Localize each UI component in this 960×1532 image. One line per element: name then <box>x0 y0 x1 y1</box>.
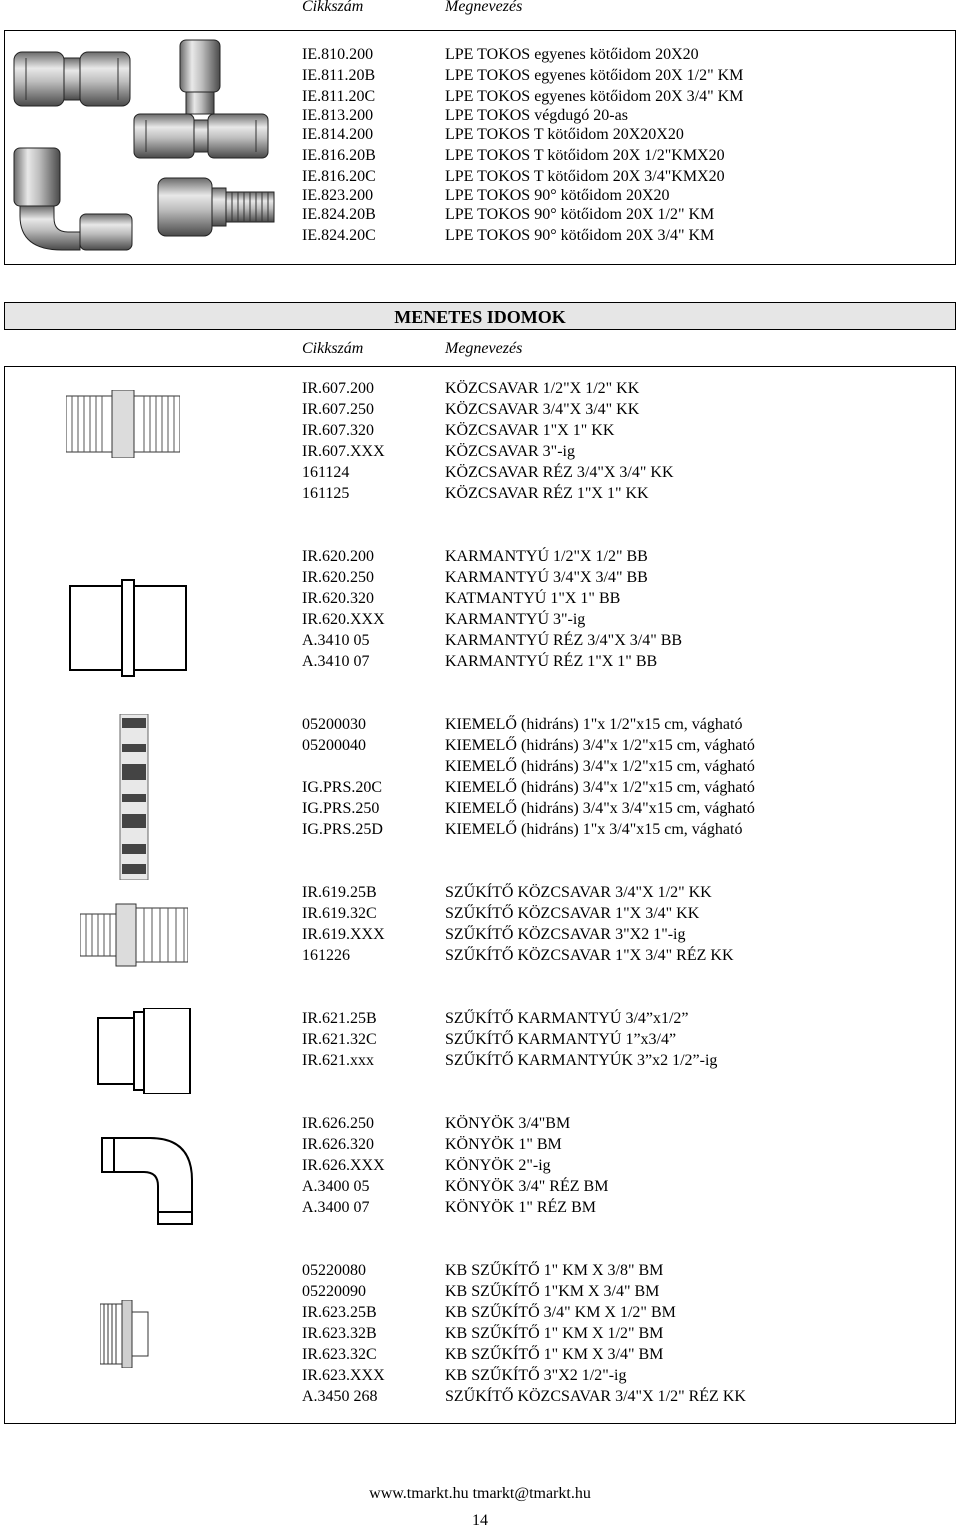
list-item <box>302 735 755 756</box>
item-name: LPE TOKOS 90° kötőidom 20X 3/4" KM <box>445 227 715 244</box>
group-sockets <box>302 546 682 672</box>
item-code: IR.619.32C <box>302 905 377 922</box>
item-code: IR.626.320 <box>302 1136 374 1153</box>
item-code: IR.621.32C <box>302 1031 377 1048</box>
lpe-fittings-illustration <box>12 36 282 252</box>
riser-illustration <box>98 714 170 880</box>
male-adapter-icon <box>158 178 274 236</box>
list-item <box>302 1050 717 1071</box>
list-item <box>302 1365 746 1386</box>
item-code: IR.619.XXX <box>302 926 385 943</box>
item-code: A.3410 05 <box>302 632 370 649</box>
item-name: KÖZCSAVAR 1/2"X 1/2" KK <box>445 380 640 397</box>
item-name: KÖZCSAVAR 3"-ig <box>445 443 575 460</box>
list-item <box>302 777 755 798</box>
list-item <box>302 483 674 504</box>
straight-coupling-icon <box>14 52 130 106</box>
item-code: IR.626.250 <box>302 1115 374 1132</box>
item-name: LPE TOKOS 90° kötőidom 20X 1/2" KM <box>445 206 715 223</box>
item-code: IG.PRS.20C <box>302 779 383 796</box>
socket-illustration <box>66 578 190 678</box>
list-item <box>302 105 743 124</box>
hex-nipple-illustration <box>66 390 180 458</box>
list-item <box>302 420 674 441</box>
reducing-bush-illustration <box>100 1300 150 1368</box>
item-name: KARMANTYÚ 3"-ig <box>445 611 586 628</box>
page-number: 14 <box>472 1512 488 1529</box>
list-item <box>302 399 674 420</box>
list-item <box>302 1134 608 1155</box>
item-code: IR.626.XXX <box>302 1157 385 1174</box>
list-item <box>302 1155 608 1176</box>
item-name: KIEMELŐ (hidráns) 1"x 3/4"x15 cm, vágható <box>445 821 743 838</box>
item-name: LPE TOKOS T kötőidom 20X 1/2"KMX20 <box>445 147 725 164</box>
list-item <box>302 819 755 840</box>
group-hex-nipples <box>302 378 674 504</box>
list-item <box>302 145 743 166</box>
list-item <box>302 1386 746 1407</box>
list-item <box>302 924 734 945</box>
list-item <box>302 945 734 966</box>
list-item <box>302 204 743 225</box>
reducing-nipple-illustration <box>80 900 188 970</box>
item-name: KB SZŰKÍTŐ 3"X2 1/2"-ig <box>445 1367 627 1384</box>
item-code: IR.621.25B <box>302 1010 377 1027</box>
group-risers <box>302 714 755 840</box>
item-code: IE.824.20C <box>302 227 376 244</box>
item-name: LPE TOKOS egyenes kötőidom 20X 3/4" KM <box>445 88 744 105</box>
item-code: 05200030 <box>302 716 366 733</box>
list-item <box>302 86 743 105</box>
item-code: IE.813.200 <box>302 107 374 124</box>
list-item <box>302 378 674 399</box>
item-name: KIEMELŐ (hidráns) 3/4"x 3/4"x15 cm, vágható <box>445 800 755 817</box>
item-name: KÖNYÖK 3/4"BM <box>445 1115 571 1132</box>
item-code: A.3450 268 <box>302 1388 378 1405</box>
column-header-name: Megnevezés <box>445 0 523 15</box>
item-code: IE.823.200 <box>302 187 374 204</box>
list-item <box>302 756 755 777</box>
item-name: KARMANTYÚ 1/2"X 1/2" BB <box>445 548 648 565</box>
group-reducing-sockets <box>302 1008 717 1071</box>
item-code: IR.623.XXX <box>302 1367 385 1384</box>
list-item <box>302 651 682 672</box>
item-name: KÖNYÖK 2"-ig <box>445 1157 551 1174</box>
list-item <box>302 124 743 145</box>
section-title: MENETES IDOMOK <box>4 302 956 330</box>
list-item <box>302 1008 717 1029</box>
item-code: 05220080 <box>302 1262 366 1279</box>
list-item <box>302 798 755 819</box>
item-name: KIEMELŐ (hidráns) 1"x 1/2"x15 cm, vágható <box>445 716 743 733</box>
item-name: KB SZŰKÍTŐ 1" KM X 3/8" BM <box>445 1262 664 1279</box>
item-code: 161226 <box>302 947 350 964</box>
item-name: KB SZŰKÍTŐ 1" KM X 3/4" BM <box>445 1346 664 1363</box>
item-name: KÖNYÖK 1" BM <box>445 1136 562 1153</box>
item-name: LPE TOKOS végdugó 20-as <box>445 107 628 124</box>
item-code: IE.811.20B <box>302 67 376 84</box>
section2-header-name: Megnevezés <box>445 340 523 357</box>
list-item <box>302 714 755 735</box>
item-name: KIEMELŐ (hidráns) 3/4"x 1/2"x15 cm, vágható <box>445 737 755 754</box>
list-item <box>302 903 734 924</box>
item-name: KÖZCSAVAR RÉZ 1"X 1" KK <box>445 485 649 502</box>
item-code: IG.PRS.25D <box>302 821 383 838</box>
list-item <box>302 441 674 462</box>
item-name: KÖZCSAVAR 3/4"X 3/4" KK <box>445 401 640 418</box>
item-code: IR.620.250 <box>302 569 374 586</box>
item-name: LPE TOKOS egyenes kötőidom 20X20 <box>445 46 699 63</box>
list-item <box>302 882 734 903</box>
item-code: IR.620.320 <box>302 590 374 607</box>
group-reducing-nipples <box>302 882 734 966</box>
item-code: 161125 <box>302 485 350 502</box>
item-code: IE.824.20B <box>302 206 376 223</box>
item-name: SZŰKÍTŐ KARMANTYÚ 3/4”x1/2” <box>445 1010 689 1027</box>
column-header-code: Cikkszám <box>302 0 364 15</box>
list-item <box>302 630 682 651</box>
reducing-socket-illustration <box>96 1008 192 1094</box>
item-code: IR.623.25B <box>302 1304 377 1321</box>
item-name: KB SZŰKÍTŐ 1"KM X 3/4" BM <box>445 1283 660 1300</box>
list-item <box>302 1029 717 1050</box>
item-name: SZŰKÍTŐ KÖZCSAVAR 1"X 3/4" RÉZ KK <box>445 947 734 964</box>
item-name: SZŰKÍTŐ KÖZCSAVAR 3/4"X 1/2" RÉZ KK <box>445 1388 746 1405</box>
item-code: IR.607.XXX <box>302 443 385 460</box>
item-name: LPE TOKOS T kötőidom 20X 3/4"KMX20 <box>445 168 725 185</box>
item-name: SZŰKÍTŐ KARMANTYÚ 1”x3/4” <box>445 1031 677 1048</box>
footer-contact: www.tmarkt.hu tmarkt@tmarkt.hu <box>369 1485 591 1502</box>
list-item <box>302 166 743 185</box>
item-code: IR.623.32C <box>302 1346 377 1363</box>
item-name: KÖNYÖK 3/4" RÉZ BM <box>445 1178 609 1195</box>
item-name: KARMANTYÚ RÉZ 1"X 1" BB <box>445 653 658 670</box>
item-code: IG.PRS.250 <box>302 800 380 817</box>
item-code: IR.623.32B <box>302 1325 377 1342</box>
item-name: LPE TOKOS 90° kötőidom 20X20 <box>445 187 670 204</box>
item-code: IR.619.25B <box>302 884 377 901</box>
list-item <box>302 1281 746 1302</box>
list-item <box>302 185 743 204</box>
item-code: IR.607.320 <box>302 422 374 439</box>
item-code: A.3410 07 <box>302 653 370 670</box>
item-name: KB SZŰKÍTŐ 3/4" KM X 1/2" BM <box>445 1304 676 1321</box>
list-item <box>302 567 682 588</box>
item-code: IE.814.200 <box>302 126 374 143</box>
item-name: KARMANTYÚ 3/4"X 3/4" BB <box>445 569 648 586</box>
list-item <box>302 462 674 483</box>
item-code: IE.816.20C <box>302 168 376 185</box>
item-name: LPE TOKOS T kötőidom 20X20X20 <box>445 126 684 143</box>
item-name: LPE TOKOS egyenes kötőidom 20X 1/2" KM <box>445 67 744 84</box>
item-code: IR.607.200 <box>302 380 374 397</box>
elbow-illustration <box>100 1136 194 1226</box>
lpe-fittings-list <box>302 44 743 246</box>
section2-header-code: Cikkszám <box>302 340 364 357</box>
list-item <box>302 1344 746 1365</box>
item-name: KARMANTYÚ RÉZ 3/4"X 3/4" BB <box>445 632 683 649</box>
list-item <box>302 1302 746 1323</box>
item-code: IE.811.20C <box>302 88 376 105</box>
item-code: 05200040 <box>302 737 366 754</box>
item-name: SZŰKÍTŐ KARMANTYÚK 3”x2 1/2”-ig <box>445 1052 718 1069</box>
item-code: A.3400 07 <box>302 1199 370 1216</box>
item-code: IE.816.20B <box>302 147 376 164</box>
list-item <box>302 1176 608 1197</box>
list-item <box>302 1197 608 1218</box>
item-name: SZŰKÍTŐ KÖZCSAVAR 3"X2 1"-ig <box>445 926 686 943</box>
item-code: IR.620.XXX <box>302 611 385 628</box>
item-code: 161124 <box>302 464 350 481</box>
item-code: IR.607.250 <box>302 401 374 418</box>
list-item <box>302 1113 608 1134</box>
item-code: A.3400 05 <box>302 1178 370 1195</box>
group-elbows <box>302 1113 608 1218</box>
item-name: KIEMELŐ (hidráns) 3/4"x 1/2"x15 cm, vágható <box>445 779 755 796</box>
item-name: KÖNYÖK 1" RÉZ BM <box>445 1199 596 1216</box>
item-code <box>302 756 445 777</box>
list-item <box>302 225 743 246</box>
list-item <box>302 1260 746 1281</box>
tee-fitting-icon <box>134 40 268 158</box>
item-name: KB SZŰKÍTŐ 1" KM X 1/2" BM <box>445 1325 664 1342</box>
list-item <box>302 588 682 609</box>
list-item <box>302 1323 746 1344</box>
group-reducing-bushes <box>302 1260 746 1407</box>
list-item <box>302 44 743 65</box>
elbow-fitting-icon <box>14 148 132 250</box>
item-name: KÖZCSAVAR 1"X 1" KK <box>445 422 615 439</box>
item-name: SZŰKÍTŐ KÖZCSAVAR 3/4"X 1/2" KK <box>445 884 712 901</box>
item-code: IE.810.200 <box>302 46 374 63</box>
item-code: IR.620.200 <box>302 548 374 565</box>
item-name: KIEMELŐ (hidráns) 3/4"x 1/2"x15 cm, vágható <box>445 758 755 775</box>
item-code: 05220090 <box>302 1283 366 1300</box>
item-name: SZŰKÍTŐ KÖZCSAVAR 1"X 3/4" KK <box>445 905 700 922</box>
list-item <box>302 65 743 86</box>
item-name: KATMANTYÚ 1"X 1" BB <box>445 590 621 607</box>
item-code: IR.621.xxx <box>302 1052 374 1069</box>
item-name: KÖZCSAVAR RÉZ 3/4"X 3/4" KK <box>445 464 674 481</box>
list-item <box>302 546 682 567</box>
list-item <box>302 609 682 630</box>
